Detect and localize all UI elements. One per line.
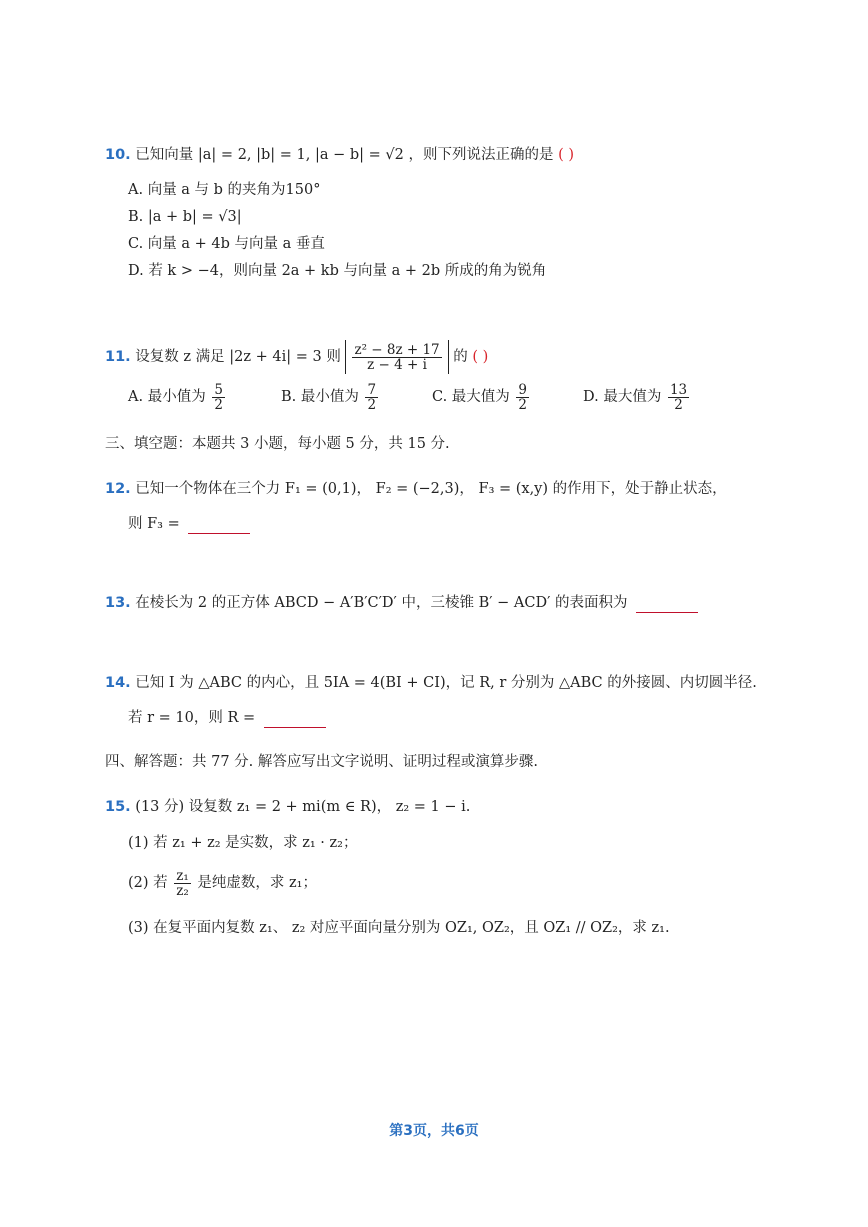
q11-text: 设复数 z 满足 |2z + 4i| = 3 则 — [135, 349, 341, 365]
q11-a-den: 2 — [214, 396, 223, 413]
q11-option-c-label: C. 最大值为 — [432, 389, 510, 405]
q10-text-end: ，则下列说法正确的是 — [408, 147, 554, 163]
q14-stem — [105, 673, 757, 693]
q11-option-d-label: D. 最大值为 — [583, 389, 662, 405]
q14-number: 14. — [105, 675, 131, 691]
q11-answer-bracket: ( ) — [472, 349, 489, 365]
q12-answer-label: 则 F₃ = — [128, 516, 180, 532]
q11-option-a — [128, 380, 227, 414]
q10-stem — [105, 145, 574, 165]
q11-d-num: 13 — [669, 381, 688, 398]
q10-option-b: B. |a + b| = √3| — [128, 209, 242, 225]
q15-part-3: (3) 在复平面内复数 z₁、 z₂ 对应平面向量分别为 OZ₁, OZ₂，且 OZ₁ // OZ₂，求 z₁. — [128, 920, 670, 936]
q14-answer-label: 若 r = 10，则 R = — [128, 710, 256, 726]
q10-text: 已知向量 — [135, 147, 194, 163]
q11-option-a-fraction — [212, 383, 225, 412]
q11-option-c — [432, 380, 531, 414]
q10-condition: |a| = 2, |b| = 1, |a − b| = √2 — [197, 147, 404, 163]
q15-text: (13 分) 设复数 z₁ = 2 + mi(m ∈ R)， z₂ = 1 − i. — [135, 799, 471, 815]
q12-stem — [105, 479, 727, 499]
q14-answer-line — [128, 708, 326, 728]
q11-fraction-numerator: z² − 8z + 17 — [354, 341, 440, 358]
q13-stem — [105, 593, 698, 613]
q11-c-num: 9 — [518, 381, 527, 398]
q10-option-a: A. 向量 a 与 b 的夹角为150° — [128, 182, 321, 198]
q14-answer-blank[interactable] — [264, 713, 326, 728]
q11-b-num: 7 — [367, 381, 377, 398]
q11-option-b — [281, 380, 380, 414]
q11-option-b-label: B. 最小值为 — [281, 389, 359, 405]
q15-part-2-suffix: 是纯虚数，求 z₁； — [197, 875, 317, 891]
q13-number: 13. — [105, 595, 131, 611]
page-footer: 第3页，共6页 — [389, 1123, 479, 1139]
q10-option-c: C. 向量 a + 4b 与向量 a 垂直 — [128, 236, 325, 252]
q11-fraction-denominator: z − 4 + i — [367, 356, 427, 373]
q11-option-d-fraction — [668, 383, 689, 412]
q13-text: 在棱长为 2 的正方体 ABCD − A′B′C′D′ 中，三棱锥 B′ − ACD′ 的表面积为 — [135, 595, 628, 611]
q11-fraction — [352, 343, 441, 372]
section-3-heading: 三、填空题：本题共 3 小题，每小题 5 分，共 15 分. — [105, 436, 450, 452]
q15-p2-den: z₂ — [176, 882, 189, 899]
q12-number: 12. — [105, 481, 131, 497]
q11-option-a-label: A. 最小值为 — [128, 389, 206, 405]
q14-text: 已知 I 为 △ABC 的内心，且 5IA = 4(BI + CI)，记 R, r 分别为 △ABC 的外接圆、内切圆半径. — [135, 675, 757, 691]
q11-option-c-fraction — [516, 383, 529, 412]
q11-b-den: 2 — [367, 396, 377, 413]
q11-number: 11. — [105, 349, 131, 365]
q10-number: 10. — [105, 147, 131, 163]
q12-answer-line — [128, 514, 250, 534]
q15-part-2-fraction — [174, 869, 191, 898]
q12-text: 已知一个物体在三个力 F₁ = (0,1)， F₂ = (−2,3)， F₃ = (x,y) 的作用下，处于静止状态， — [135, 481, 727, 497]
q11-d-den: 2 — [674, 396, 683, 413]
section-4-heading: 四、解答题：共 77 分. 解答应写出文字说明、证明过程或演算步骤. — [105, 754, 538, 770]
q15-p2-num: z₁ — [176, 867, 189, 884]
q11-text-end: 的 — [453, 349, 468, 365]
q15-stem — [105, 797, 470, 817]
q15-part-2-prefix: (2) 若 — [128, 875, 168, 891]
q15-part-1: (1) 若 z₁ + z₂ 是实数，求 z₁ · z₂； — [128, 835, 358, 851]
q11-option-b-fraction — [365, 383, 378, 412]
q11-option-d — [583, 380, 691, 414]
q15-number: 15. — [105, 799, 131, 815]
q11-a-num: 5 — [214, 381, 223, 398]
q11-abs-expression — [345, 340, 448, 374]
q11-stem — [105, 340, 488, 374]
q11-c-den: 2 — [518, 396, 527, 413]
q10-answer-bracket: ( ) — [558, 147, 575, 163]
q12-answer-blank[interactable] — [188, 519, 250, 534]
q13-answer-blank[interactable] — [636, 598, 698, 613]
q10-option-d: D. 若 k > −4，则向量 2a + kb 与向量 a + 2b 所成的角为锐角 — [128, 263, 547, 279]
q15-part-2 — [128, 866, 317, 900]
